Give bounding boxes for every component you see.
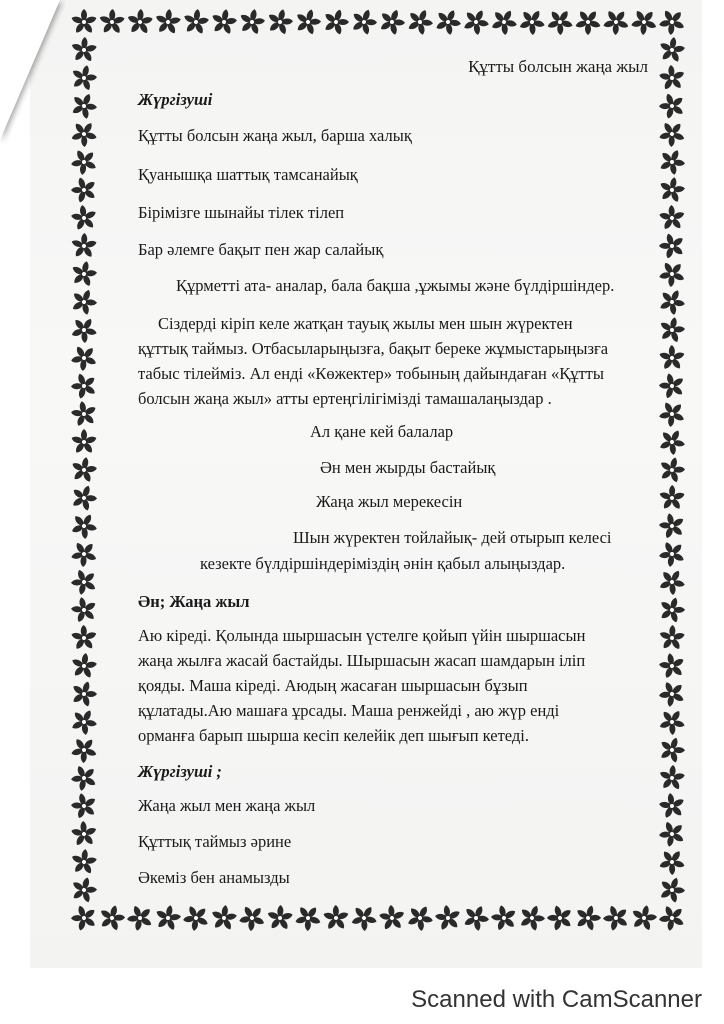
leaf-ornament-icon (546, 9, 573, 35)
leaf-ornament-icon (70, 564, 102, 600)
leaf-ornament-icon (70, 91, 100, 121)
paragraph-line: Сіздерді кіріп келе жатқан тауық жылы мен шын жүректен (158, 314, 573, 333)
leaf-ornament-icon (263, 8, 297, 39)
leaf-ornament-icon (70, 651, 99, 680)
leaf-ornament-icon (457, 8, 494, 40)
leaf-ornament-icon (70, 256, 101, 292)
leaf-ornament-icon (70, 314, 100, 346)
verse-line: Әкеміз бен анамызды (138, 868, 290, 887)
leaf-ornament-icon (626, 8, 663, 40)
leaf-ornament-icon (542, 900, 578, 932)
leaf-ornament-icon (70, 200, 103, 237)
leaf-ornament-icon (655, 761, 686, 795)
leaf-ornament-icon (572, 8, 604, 39)
leaf-ornament-icon (659, 316, 686, 345)
leaf-ornament-icon (517, 8, 548, 38)
leaf-ornament-icon (70, 622, 99, 655)
leaf-ornament-icon (70, 872, 102, 908)
leaf-ornament-icon (659, 232, 685, 259)
speaker-label: Жүргізуші (138, 90, 213, 109)
leaf-ornament-icon (294, 905, 321, 931)
greeting-line: Құрметті ата- аналар, бала бақша ,ұжымы және бүлдіршіндер. (176, 276, 615, 295)
leaf-ornament-icon (658, 709, 686, 736)
verse-line: Қуанышқа шаттық тамсанайық (138, 165, 358, 184)
leaf-ornament-icon (656, 846, 686, 879)
speaker-label: Жүргізуші ; (138, 762, 222, 781)
paragraph-line: Аю кіреді. Қолында шыршасын үстелге қойып үйін шыршасын (138, 626, 586, 645)
leaf-ornament-icon (70, 734, 99, 767)
leaf-ornament-icon (658, 147, 686, 176)
leaf-ornament-icon (654, 200, 686, 236)
leaf-ornament-icon (655, 676, 686, 712)
leaf-ornament-icon (70, 844, 102, 881)
leaf-ornament-icon (654, 116, 686, 152)
leaf-ornament-icon (657, 399, 686, 430)
leaf-ornament-icon (654, 340, 686, 376)
leaf-ornament-icon (514, 899, 550, 932)
leaf-ornament-icon (238, 8, 266, 37)
leaf-ornament-icon (97, 8, 129, 38)
leaf-ornament-icon (487, 902, 521, 932)
leaf-ornament-icon (655, 8, 686, 39)
leaf-ornament-icon (265, 902, 296, 932)
leaf-ornament-icon (346, 900, 382, 932)
leaf-ornament-icon (70, 593, 101, 627)
verse-line: Жаңа жыл мен жаңа жыл (138, 796, 316, 815)
leaf-ornament-icon (347, 8, 381, 38)
verse-line: Құтты болсын жаңа жыл, барша халық (138, 126, 412, 145)
leaf-ornament-icon (655, 648, 686, 684)
leaf-ornament-icon (655, 173, 686, 207)
leaf-ornament-icon (209, 8, 240, 36)
leaf-ornament-icon (653, 32, 686, 69)
leaf-ornament-icon (655, 900, 686, 932)
leaf-ornament-icon (70, 708, 99, 737)
leaf-ornament-icon (571, 902, 604, 932)
leaf-ornament-icon (628, 902, 660, 932)
leaf-ornament-icon (656, 62, 686, 94)
verse-line: Құттық таймыз әрине (138, 832, 292, 851)
leaf-ornament-icon (655, 565, 686, 599)
leaf-ornament-icon (657, 791, 686, 820)
leaf-ornament-icon (320, 901, 352, 932)
document-content (138, 54, 648, 894)
leaf-ornament-icon (70, 344, 99, 372)
leaf-ornament-icon (122, 8, 158, 40)
leaf-ornament-icon (70, 285, 101, 318)
leaf-ornament-icon (379, 8, 406, 36)
page-curl (0, 0, 60, 140)
paragraph-line: табыс тілейміз. Ал енді «Көжектер» тобының дайындаған «Құтты (138, 364, 604, 383)
leaf-ornament-icon (70, 172, 102, 208)
leaf-ornament-icon (95, 902, 129, 932)
leaf-ornament-icon (656, 454, 686, 485)
leaf-ornament-icon (70, 535, 103, 571)
leaf-ornament-icon (602, 904, 629, 932)
leaf-ornament-icon (70, 761, 101, 795)
leaf-ornament-icon (655, 370, 686, 403)
leaf-ornament-icon (654, 815, 686, 852)
leaf-ornament-icon (654, 256, 686, 291)
leaf-ornament-icon (653, 423, 686, 460)
page-title: Құтты болсын жаңа жыл (468, 57, 648, 76)
leaf-ornament-icon (70, 144, 102, 179)
leaf-ornament-icon (70, 900, 102, 932)
centered-line: Ән мен жырды бастайық (320, 458, 496, 477)
paragraph-line: қояды. Маша кіреді. Аюдың жасаған шыршасын бұзып (138, 676, 528, 695)
leaf-ornament-icon (70, 36, 98, 63)
leaf-ornament-icon (149, 8, 186, 41)
leaf-ornament-icon (178, 8, 212, 39)
leaf-ornament-icon (656, 481, 686, 514)
leaf-ornament-icon (655, 284, 686, 319)
centered-line: Шын жүректен тойлайық- дей отырып келесі (293, 528, 612, 547)
leaf-ornament-icon (70, 453, 102, 487)
leaf-ornament-icon (153, 903, 184, 932)
leaf-ornament-icon (179, 901, 214, 932)
leaf-ornament-icon (290, 8, 326, 40)
leaf-ornament-icon (433, 903, 463, 932)
leaf-ornament-icon (404, 8, 435, 37)
leaf-ornament-icon (374, 900, 411, 932)
centered-line: кезекте бүлдіршіндеріміздің әнін қабыл алыңыздар. (200, 554, 566, 573)
leaf-ornament-icon (70, 788, 102, 824)
leaf-ornament-icon (70, 228, 102, 264)
centered-line: Ал қане кей балалар (310, 422, 454, 441)
leaf-ornament-icon (70, 399, 99, 429)
leaf-ornament-icon (598, 8, 634, 40)
leaf-ornament-icon (70, 425, 100, 458)
leaf-ornament-icon (430, 8, 465, 40)
leaf-ornament-icon (654, 508, 686, 545)
leaf-ornament-icon (657, 540, 686, 569)
song-heading: Ән; Жаңа жыл (138, 592, 250, 611)
leaf-ornament-icon (486, 8, 522, 39)
centered-line: Жаңа жыл мерекесін (316, 492, 463, 511)
leaf-ornament-icon (403, 901, 437, 932)
leaf-ornament-icon (70, 117, 100, 151)
leaf-ornament-icon (71, 9, 98, 34)
paragraph-line: орманға барып шырша кесіп келейік деп шығып кетеді. (138, 726, 530, 745)
leaf-ornament-icon (654, 732, 686, 768)
leaf-ornament-icon (462, 903, 490, 932)
leaf-ornament-icon (71, 372, 97, 399)
scanner-watermark: Scanned with CamScanner (411, 986, 702, 1013)
verse-line: Бар әлемге бақыт пен жар салайық (138, 240, 384, 259)
leaf-ornament-icon (70, 816, 103, 852)
leaf-ornament-icon (70, 480, 102, 516)
leaf-ornament-icon (126, 904, 154, 932)
leaf-ornament-icon (658, 624, 686, 651)
paragraph-line: құттық таймыз. Отбасыларыңызға, бақыт береке жұмыстарыңызға (138, 339, 609, 358)
paragraph-line: болсын жаңа жыл» атты ертеңгілігімізді тамашалаңыздар . (138, 389, 552, 408)
paragraph-line: құлатады.Аю машаға ұрсады. Маша ренжейді , аю жүр енді (138, 701, 560, 720)
leaf-ornament-icon (70, 507, 102, 544)
leaf-ornament-icon (72, 681, 97, 708)
leaf-ornament-icon (234, 900, 270, 932)
verse-line: Бірімізге шынайы тілек тілеп (138, 203, 345, 222)
leaf-ornament-icon (318, 8, 354, 40)
leaf-ornament-icon (71, 64, 98, 92)
leaf-ornament-icon (205, 900, 242, 932)
paragraph-line: жаңа жылға жасай бастайды. Шыршасын жасап шамдарын іліп (138, 651, 586, 670)
leaf-ornament-icon (654, 592, 686, 628)
leaf-ornament-icon (655, 89, 686, 122)
leaf-ornament-icon (656, 875, 686, 906)
